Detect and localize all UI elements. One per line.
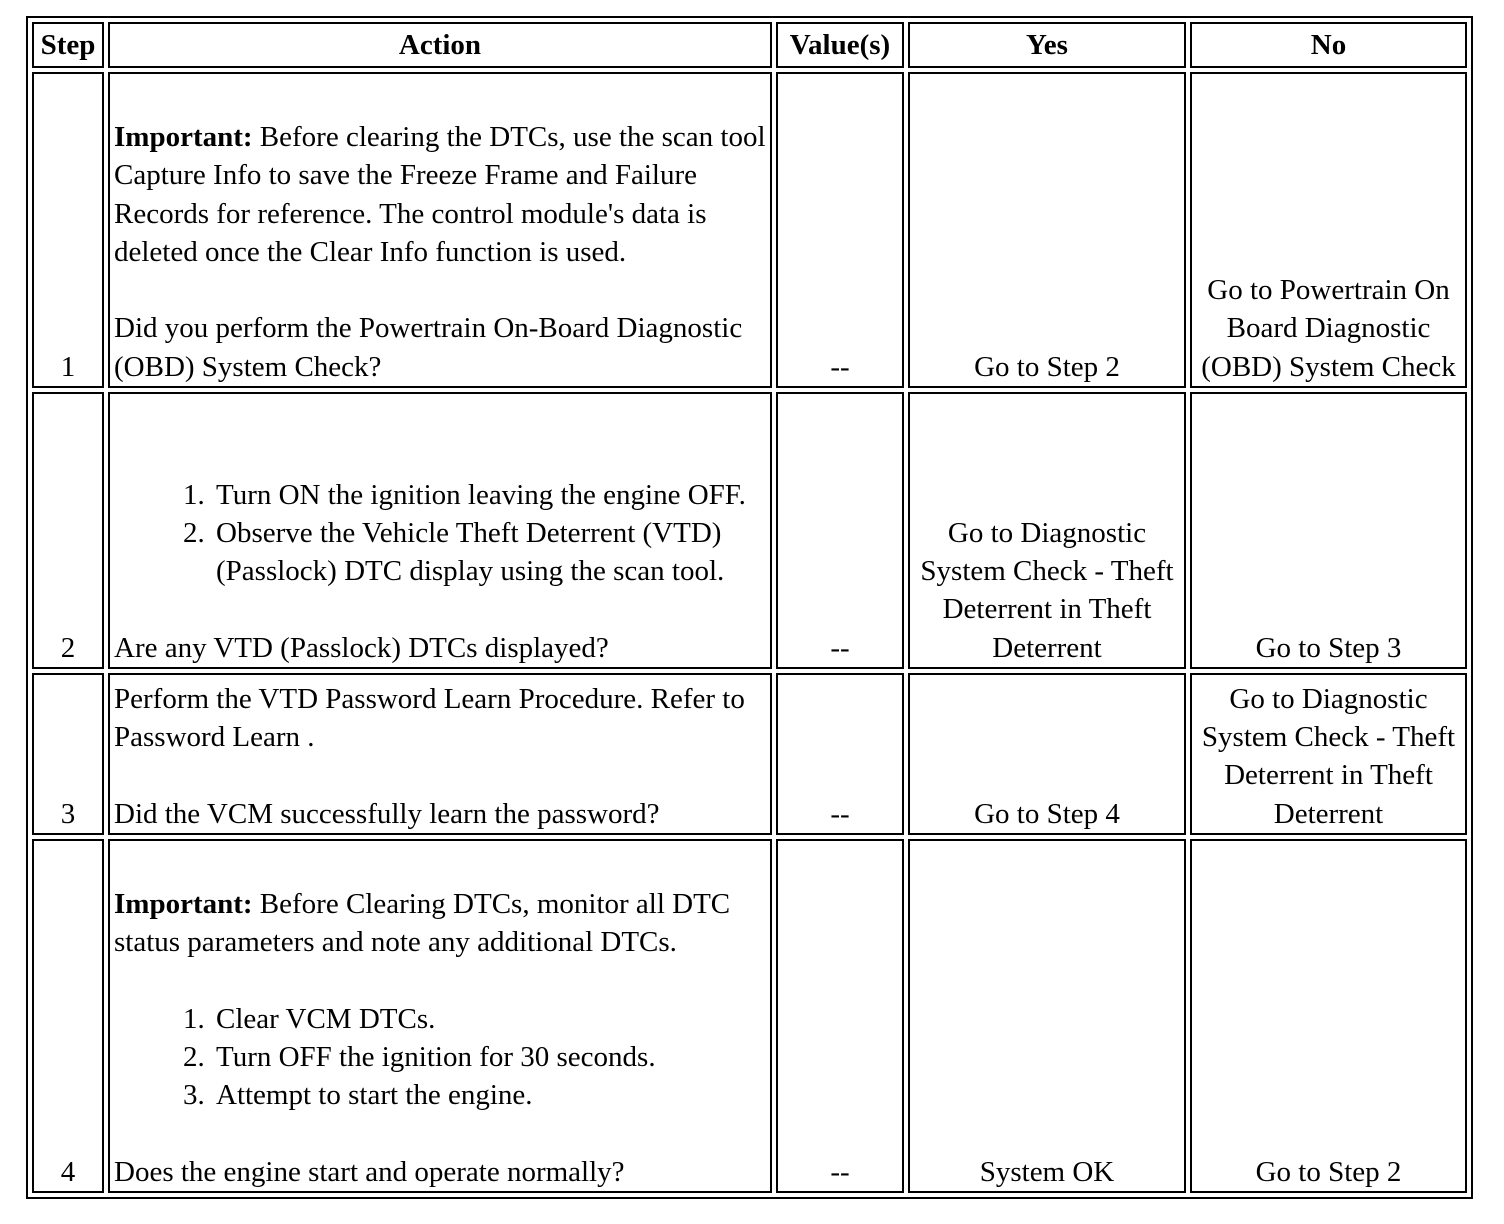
table-row [32,392,1467,669]
table-row [32,839,1467,1193]
no-cell: Go to Diagnostic System Check - Theft Deterrent in Theft Deterrent [1190,673,1467,835]
action-list [114,1000,766,1115]
important-note [114,118,766,271]
step-number: 3 [32,673,104,835]
value-cell: -- [776,839,904,1193]
header-yes: Yes [908,22,1186,68]
header-step: Step [32,22,104,68]
table-row [32,72,1467,388]
list-item: 2. Turn OFF the ignition for 30 seconds. [212,1038,766,1076]
header-values: Value(s) [776,22,904,68]
step-number: 1 [32,72,104,388]
value-cell: -- [776,673,904,835]
yes-cell: Go to Diagnostic System Check - Theft Deterrent in Theft Deterrent [908,392,1186,669]
action-question: Does the engine start and operate normally? [114,1155,625,1188]
important-text: Before clearing the DTCs, use the scan tool Capture Info to save the Freeze Frame and Failure Records for reference. The control module's data is deleted once the Clear Info function is used. [114,120,766,268]
header-no: No [1190,22,1467,68]
list-item: 2. Observe the Vehicle Theft Deterrent (VTD) (Passlock) DTC display using the scan tool. [212,514,766,591]
no-cell: Go to Powertrain On Board Diagnostic (OBD) System Check [1190,72,1467,388]
list-item: 1. Clear VCM DTCs. [212,1000,766,1038]
list-item: 1. Turn ON the ignition leaving the engine OFF. [212,476,766,514]
value-cell: -- [776,72,904,388]
step-number: 2 [32,392,104,669]
no-cell: Go to Step 3 [1190,392,1467,669]
action-cell [108,392,772,669]
no-cell: Go to Step 2 [1190,839,1467,1193]
header-row [32,22,1467,68]
action-cell [108,72,772,388]
important-label: Important: [114,120,253,153]
important-note [114,885,766,962]
yes-cell: System OK [908,839,1186,1193]
action-cell [108,673,772,835]
important-text: Before Clearing DTCs, monitor all DTC status parameters and note any additional DTCs. [114,887,731,958]
step-number: 4 [32,839,104,1193]
action-cell [108,839,772,1193]
table-row [32,673,1467,835]
action-text: Perform the VTD Password Learn Procedure. Refer to Password Learn . [114,682,745,754]
list-item: 3. Attempt to start the engine. [212,1076,766,1114]
yes-cell: Go to Step 2 [908,72,1186,388]
action-list [114,476,766,591]
action-question: Are any VTD (Passlock) DTCs displayed? [114,631,609,664]
action-question: Did the VCM successfully learn the password? [114,797,660,830]
diagnostic-table [26,16,1473,1199]
yes-cell: Go to Step 4 [908,673,1186,835]
important-label: Important: [114,887,253,920]
header-action: Action [108,22,772,68]
value-cell: -- [776,392,904,669]
action-question: Did you perform the Powertrain On-Board Diagnostic (OBD) System Check? [114,312,743,383]
